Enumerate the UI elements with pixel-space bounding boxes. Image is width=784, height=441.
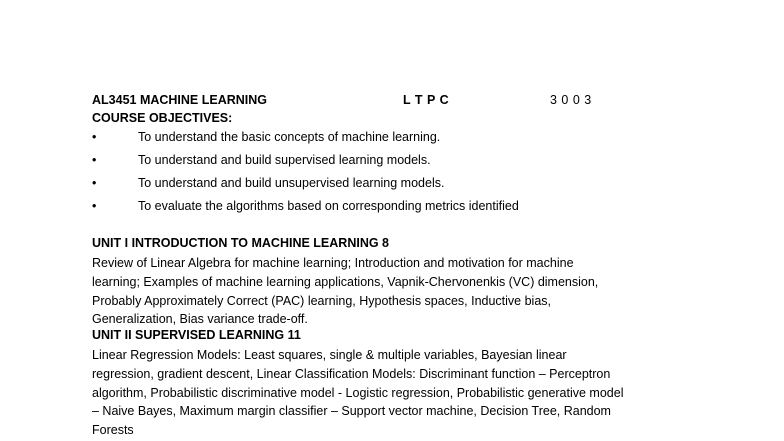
unit-1-line: Generalization, Bias variance trade-off. <box>92 312 308 327</box>
objective-item <box>92 153 712 169</box>
course-header-row <box>92 93 712 109</box>
unit-1-body <box>92 254 698 329</box>
objective-item <box>92 199 712 215</box>
bullet-icon: • <box>92 199 97 213</box>
unit-1-title: UNIT I INTRODUCTION TO MACHINE LEARNING 8 <box>92 236 389 250</box>
objective-item <box>92 176 712 192</box>
ltpc-label: L T P C <box>403 93 450 107</box>
bullet-icon: • <box>92 130 97 144</box>
objective-item <box>92 130 712 146</box>
unit-1-line: learning; Examples of machine learning applications, Vapnik-Chervonenkis (VC) dimension, <box>92 274 599 289</box>
objective-text: To evaluate the algorithms based on corresponding metrics identified <box>138 199 519 213</box>
unit-2-line: algorithm, Probabilistic discriminative model - Logistic regression, Probabilistic generative model <box>92 385 624 400</box>
unit-2-line: regression, gradient descent, Linear Classification Models: Discriminant function – Perceptron <box>92 366 611 381</box>
bullet-icon: • <box>92 153 97 167</box>
unit-2-title: UNIT II SUPERVISED LEARNING 11 <box>92 328 301 342</box>
unit-1-line: Probably Approximately Correct (PAC) learning, Hypothesis spaces, Inductive bias, <box>92 293 552 308</box>
unit-1-line: Review of Linear Algebra for machine learning; Introduction and motivation for machine <box>92 256 574 270</box>
unit-2-line: Forests <box>92 423 134 438</box>
objective-text: To understand and build unsupervised learning models. <box>138 176 445 190</box>
objective-text: To understand and build supervised learning models. <box>138 153 431 167</box>
unit-2-line: Linear Regression Models: Least squares, single & multiple variables, Bayesian linear <box>92 348 567 362</box>
objective-text: To understand the basic concepts of machine learning. <box>138 130 441 144</box>
unit-2-line: – Naive Bayes, Maximum margin classifier – Support vector machine, Decision Tree, Random <box>92 404 611 419</box>
unit-2-body <box>92 346 698 440</box>
bullet-icon: • <box>92 176 97 190</box>
course-credits: 3 0 0 3 <box>550 93 592 107</box>
objectives-heading: COURSE OBJECTIVES: <box>92 111 233 125</box>
course-code-title: AL3451 MACHINE LEARNING <box>92 93 268 107</box>
